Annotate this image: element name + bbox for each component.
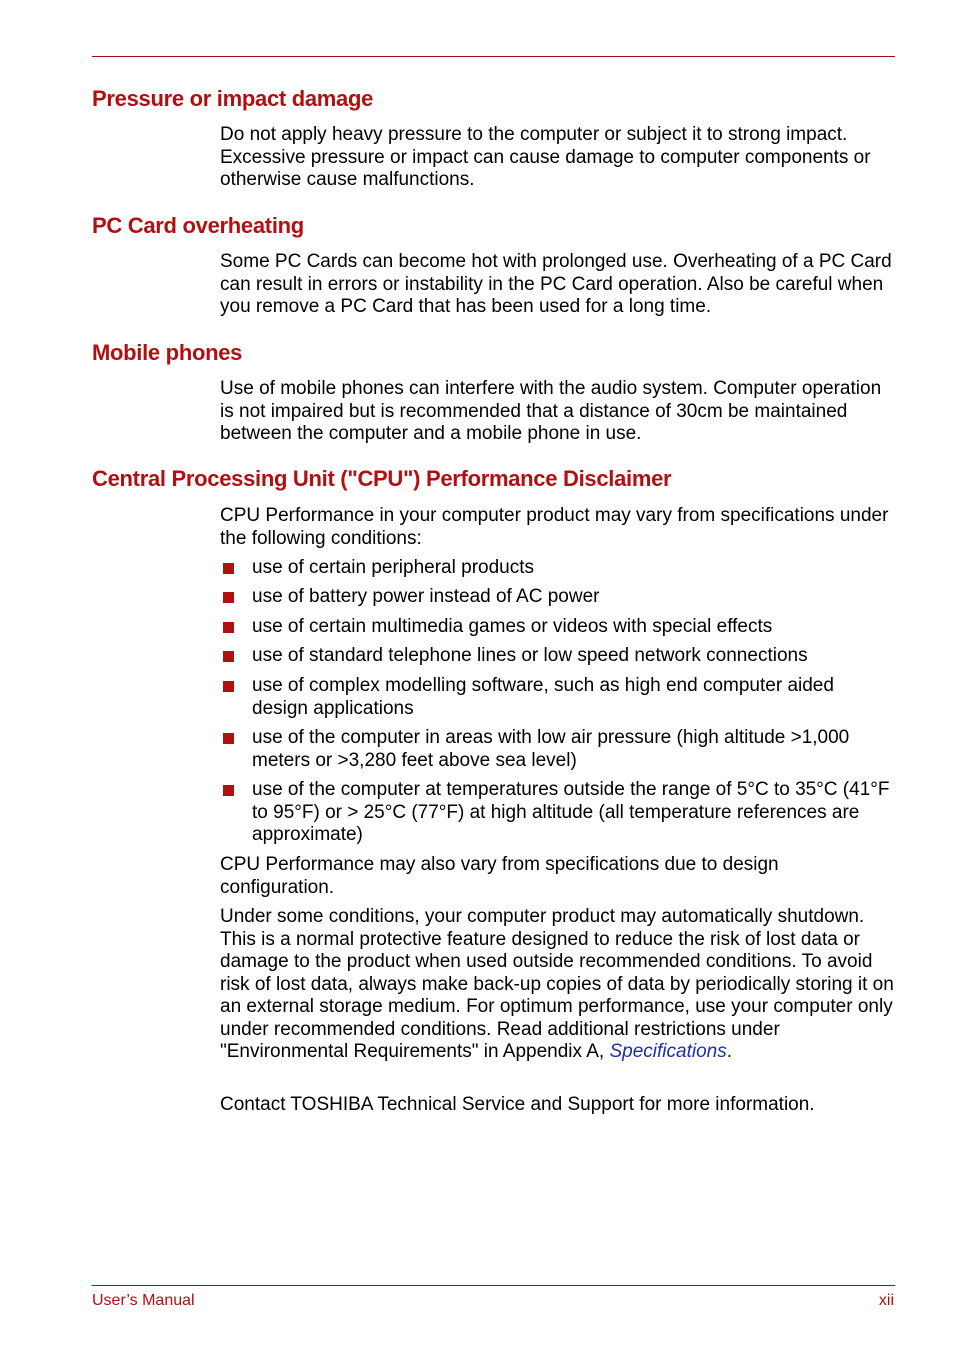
paragraph-cpu-contact: Contact TOSHIBA Technical Service and Support for more information. (220, 1094, 815, 1115)
footer-manual-title: User’s Manual (92, 1292, 195, 1309)
header-rule (92, 56, 895, 57)
paragraph-cpu-intro: CPU Performance in your computer product may vary from specifications under the following conditions: (220, 505, 889, 549)
bullet-square-icon (223, 733, 234, 744)
list-item-text: use of the computer at temperatures outside the range of 5°C to 35°C (41°F to 95°F) or > 25°C (77°F) at high altitude (all temperature references are approximate) (252, 779, 890, 845)
paragraph-mobile-phones: Use of mobile phones can interfere with the audio system. Computer operation is not impaired but is recommended that a distance of 30cm be maintained between the computer and a mobile phone in use. (220, 378, 882, 444)
bullet-square-icon (223, 651, 234, 662)
bullet-square-icon (223, 681, 234, 692)
bullet-square-icon (223, 785, 234, 796)
bullet-square-icon (223, 622, 234, 633)
heading-pressure: Pressure or impact damage (92, 86, 374, 111)
list-item-text: use of standard telephone lines or low speed network connections (252, 645, 808, 666)
footer-page-number: xii (878, 1292, 894, 1309)
list-item-text: use of certain peripheral products (252, 557, 534, 578)
list-item-text: use of complex modelling software, such as high end computer aided design applications (252, 675, 834, 719)
paragraph-cpu-design: CPU Performance may also vary from specifications due to design configuration. (220, 854, 779, 898)
paragraph-cpu-shutdown-text: Under some conditions, your computer product may automatically shutdown. This is a normal protective feature designed to reduce the risk of lost data or damage to the product when used outside recommended conditions. To avoid risk of lost data, always make back-up copies of data by periodically storing it on an external storage medium. For optimum performance, use your computer only under recommended conditions. Read additional restrictions under "Environmental Requirements" in Appendix A, (220, 906, 894, 1062)
footer-rule (92, 1285, 895, 1286)
bullet-square-icon (223, 592, 234, 603)
paragraph-pc-card: Some PC Cards can become hot with prolonged use. Overheating of a PC Card can result in errors or instability in the PC Card operation. Also be careful when you remove a PC Card that has been used for a long time. (220, 251, 892, 317)
heading-cpu-disclaimer: Central Processing Unit ("CPU") Performance Disclaimer (92, 466, 672, 491)
list-item-text: use of the computer in areas with low air pressure (high altitude >1,000 meters or >3,280 feet above sea level) (252, 727, 850, 771)
specifications-link[interactable]: Specifications (609, 1041, 727, 1062)
list-item-text: use of certain multimedia games or videos with special effects (252, 616, 773, 637)
heading-mobile-phones: Mobile phones (92, 340, 243, 365)
paragraph-end-period: . (726, 1041, 732, 1062)
paragraph-cpu-shutdown (220, 906, 895, 1064)
bullet-square-icon (223, 563, 234, 574)
heading-pc-card: PC Card overheating (92, 213, 304, 238)
list-item-text: use of battery power instead of AC power (252, 586, 600, 607)
paragraph-pressure: Do not apply heavy pressure to the computer or subject it to strong impact. Excessive pressure or impact can cause damage to computer components or otherwise cause malfunctions. (220, 124, 871, 190)
